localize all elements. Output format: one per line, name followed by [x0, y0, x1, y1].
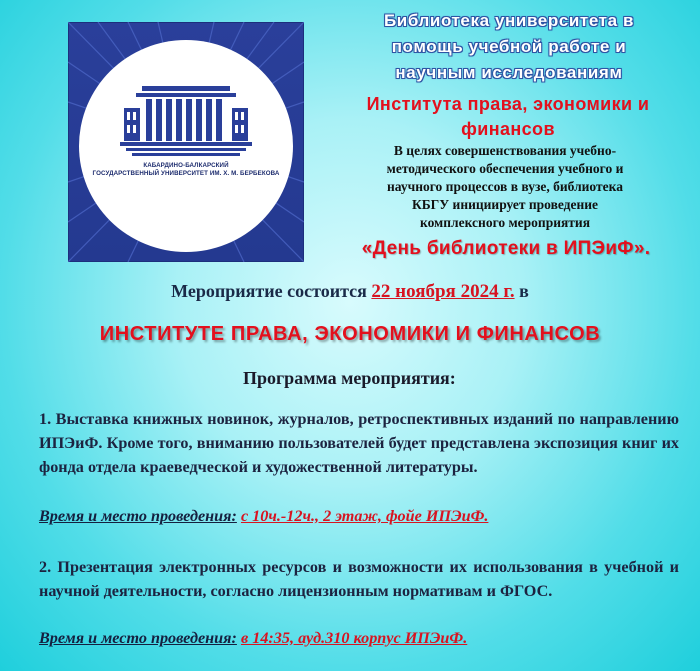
- program-item-1: 1. Выставка книжных новинок, журналов, ретроспективных изданий по направлению ИПЭиФ. Кроме того, вниманию пользователей будет представлена экспозиция книг их фонда отдела краеведческой и художественной литературы.: [39, 410, 679, 476]
- event-date-line: [0, 281, 700, 303]
- place-value: в 14:35, ауд.310 корпус ИПЭиФ.: [240, 629, 468, 647]
- institute-heading: [316, 92, 700, 142]
- logo-caption-line1: КАБАРДИНО-БАЛКАРСКИЙ: [143, 162, 229, 169]
- intro-line1: В целях совершенствования учебно-: [393, 143, 617, 158]
- intro-line2: методического обеспечения учебного и: [386, 161, 624, 176]
- library-heading-line3: научным исследованиям: [395, 63, 623, 82]
- institute-location-heading: ИНСТИТУТЕ ПРАВА, ЭКОНОМИКИ И ФИНАНСОВ: [99, 323, 601, 345]
- place-label: Время и место проведения:: [39, 507, 237, 525]
- program-item-2: 2. Презентация электронных ресурсов и возможности их использования в учебной и научной деятельности, согласно лицензионным нормативам и ФГОС.: [39, 558, 679, 600]
- logo-caption-line2: ГОСУДАРСТВЕННЫЙ УНИВЕРСИТЕТ ИМ. Х. М. БЕРБЕКОВА: [92, 170, 280, 177]
- institute-heading-line1: Института права, экономики и: [366, 94, 650, 114]
- date-suffix: в: [519, 281, 529, 301]
- program-item-2-place: [39, 627, 467, 649]
- university-logo: [68, 22, 304, 262]
- event-date: 22 ноября 2024 г.: [371, 281, 515, 302]
- library-heading: [320, 8, 698, 86]
- place-value: с 10ч.-12ч., 2 этаж, фойе ИПЭиФ.: [240, 507, 489, 525]
- place-label: Время и место проведения:: [39, 629, 237, 647]
- program-item-1-place: [39, 505, 488, 527]
- library-heading-line2: помощь учебной работе и: [391, 37, 627, 56]
- program-title: Программа мероприятия:: [243, 368, 456, 388]
- intro-line4: КБГУ инициирует проведение: [411, 197, 599, 212]
- date-prefix: Мероприятие состоится: [171, 281, 367, 301]
- intro-paragraph: [325, 142, 685, 232]
- intro-line5: комплексного мероприятия: [419, 215, 591, 230]
- intro-line3: научного процессов в вузе, библиотека: [387, 179, 623, 194]
- library-heading-line1: Библиотека университета в: [383, 11, 635, 30]
- institute-heading-line2: финансов: [461, 119, 555, 139]
- event-name: «День библиотеки в ИПЭиФ».: [361, 238, 651, 259]
